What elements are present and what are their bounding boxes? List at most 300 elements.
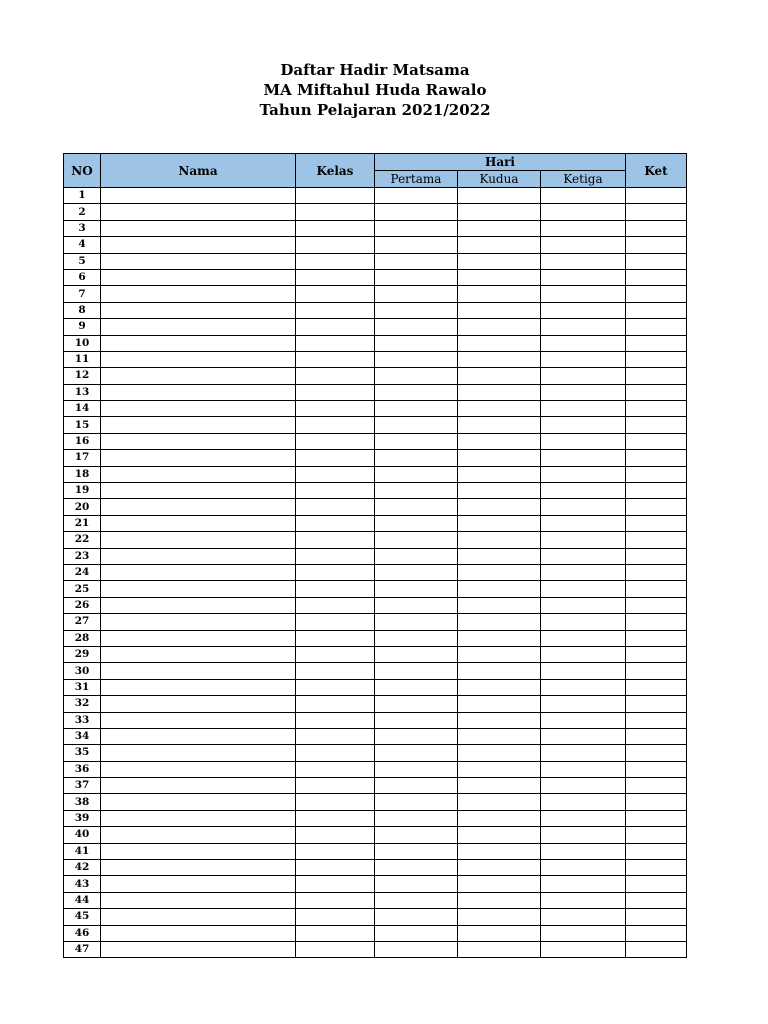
nama-cell[interactable] (101, 892, 296, 908)
ket-cell[interactable] (626, 220, 687, 236)
ketiga-cell[interactable] (541, 351, 626, 367)
ket-cell[interactable] (626, 630, 687, 646)
pertama-cell[interactable] (375, 909, 458, 925)
ket-cell[interactable] (626, 941, 687, 957)
pertama-cell[interactable] (375, 614, 458, 630)
kedua-cell[interactable] (458, 335, 541, 351)
kedua-cell[interactable] (458, 515, 541, 531)
kelas-cell[interactable] (296, 794, 375, 810)
kelas-cell[interactable] (296, 515, 375, 531)
ket-cell[interactable] (626, 827, 687, 843)
kedua-cell[interactable] (458, 269, 541, 285)
ketiga-cell[interactable] (541, 663, 626, 679)
nama-cell[interactable] (101, 466, 296, 482)
nama-cell[interactable] (101, 384, 296, 400)
ketiga-cell[interactable] (541, 204, 626, 220)
pertama-cell[interactable] (375, 384, 458, 400)
kelas-cell[interactable] (296, 810, 375, 826)
ketiga-cell[interactable] (541, 368, 626, 384)
ketiga-cell[interactable] (541, 417, 626, 433)
nama-cell[interactable] (101, 483, 296, 499)
pertama-cell[interactable] (375, 466, 458, 482)
nama-cell[interactable] (101, 237, 296, 253)
nama-cell[interactable] (101, 761, 296, 777)
ket-cell[interactable] (626, 843, 687, 859)
pertama-cell[interactable] (375, 761, 458, 777)
row-number: 43 (64, 876, 101, 892)
nama-cell[interactable] (101, 269, 296, 285)
row-number: 40 (64, 827, 101, 843)
kedua-cell[interactable] (458, 237, 541, 253)
ket-cell[interactable] (626, 319, 687, 335)
kedua-cell[interactable] (458, 778, 541, 794)
ketiga-cell[interactable] (541, 712, 626, 728)
kelas-cell[interactable] (296, 253, 375, 269)
kedua-cell[interactable] (458, 745, 541, 761)
ket-cell[interactable] (626, 384, 687, 400)
pertama-cell[interactable] (375, 778, 458, 794)
ketiga-cell[interactable] (541, 302, 626, 318)
pertama-cell[interactable] (375, 417, 458, 433)
ketiga-cell[interactable] (541, 433, 626, 449)
nama-cell[interactable] (101, 532, 296, 548)
kelas-cell[interactable] (296, 237, 375, 253)
kedua-cell[interactable] (458, 204, 541, 220)
nama-cell[interactable] (101, 876, 296, 892)
kedua-cell[interactable] (458, 827, 541, 843)
ketiga-cell[interactable] (541, 220, 626, 236)
kedua-cell[interactable] (458, 466, 541, 482)
kelas-cell[interactable] (296, 450, 375, 466)
nama-cell[interactable] (101, 909, 296, 925)
ket-cell[interactable] (626, 778, 687, 794)
ketiga-cell[interactable] (541, 597, 626, 613)
ketiga-cell[interactable] (541, 401, 626, 417)
ket-cell[interactable] (626, 794, 687, 810)
nama-cell[interactable] (101, 860, 296, 876)
kedua-cell[interactable] (458, 417, 541, 433)
kedua-cell[interactable] (458, 761, 541, 777)
nama-cell[interactable] (101, 794, 296, 810)
nama-cell[interactable] (101, 745, 296, 761)
ketiga-cell[interactable] (541, 581, 626, 597)
kelas-cell[interactable] (296, 188, 375, 204)
ket-cell[interactable] (626, 876, 687, 892)
kelas-cell[interactable] (296, 663, 375, 679)
ket-cell[interactable] (626, 581, 687, 597)
table-row (64, 728, 687, 744)
kelas-cell[interactable] (296, 319, 375, 335)
nama-cell[interactable] (101, 253, 296, 269)
kelas-cell[interactable] (296, 581, 375, 597)
kedua-cell[interactable] (458, 384, 541, 400)
ket-cell[interactable] (626, 466, 687, 482)
ket-cell[interactable] (626, 483, 687, 499)
ket-cell[interactable] (626, 810, 687, 826)
ketiga-cell[interactable] (541, 728, 626, 744)
ketiga-cell[interactable] (541, 925, 626, 941)
kelas-cell[interactable] (296, 564, 375, 580)
ket-cell[interactable] (626, 712, 687, 728)
kedua-cell[interactable] (458, 810, 541, 826)
ketiga-cell[interactable] (541, 532, 626, 548)
table-row (64, 335, 687, 351)
ketiga-cell[interactable] (541, 188, 626, 204)
pertama-cell[interactable] (375, 532, 458, 548)
pertama-cell[interactable] (375, 696, 458, 712)
pertama-cell[interactable] (375, 220, 458, 236)
table-row (64, 909, 687, 925)
kedua-cell[interactable] (458, 712, 541, 728)
pertama-cell[interactable] (375, 515, 458, 531)
pertama-cell[interactable] (375, 433, 458, 449)
pertama-cell[interactable] (375, 401, 458, 417)
ketiga-cell[interactable] (541, 466, 626, 482)
ket-cell[interactable] (626, 188, 687, 204)
kedua-cell[interactable] (458, 564, 541, 580)
nama-cell[interactable] (101, 220, 296, 236)
ketiga-cell[interactable] (541, 286, 626, 302)
row-number: 14 (64, 401, 101, 417)
ketiga-cell[interactable] (541, 941, 626, 957)
nama-cell[interactable] (101, 401, 296, 417)
kedua-cell[interactable] (458, 220, 541, 236)
nama-cell[interactable] (101, 843, 296, 859)
nama-cell[interactable] (101, 351, 296, 367)
kelas-cell[interactable] (296, 483, 375, 499)
ket-cell[interactable] (626, 351, 687, 367)
kelas-cell[interactable] (296, 646, 375, 662)
kelas-cell[interactable] (296, 843, 375, 859)
ketiga-cell[interactable] (541, 778, 626, 794)
kelas-cell[interactable] (296, 728, 375, 744)
kelas-cell[interactable] (296, 630, 375, 646)
nama-cell[interactable] (101, 630, 296, 646)
kelas-cell[interactable] (296, 417, 375, 433)
pertama-cell[interactable] (375, 810, 458, 826)
ket-cell[interactable] (626, 663, 687, 679)
pertama-cell[interactable] (375, 269, 458, 285)
kelas-cell[interactable] (296, 220, 375, 236)
nama-cell[interactable] (101, 712, 296, 728)
kelas-cell[interactable] (296, 860, 375, 876)
pertama-cell[interactable] (375, 630, 458, 646)
kelas-cell[interactable] (296, 548, 375, 564)
kelas-cell[interactable] (296, 499, 375, 515)
kedua-cell[interactable] (458, 614, 541, 630)
kelas-cell[interactable] (296, 761, 375, 777)
kedua-cell[interactable] (458, 909, 541, 925)
kelas-cell[interactable] (296, 778, 375, 794)
pertama-cell[interactable] (375, 351, 458, 367)
kelas-cell[interactable] (296, 269, 375, 285)
ket-cell[interactable] (626, 499, 687, 515)
kedua-cell[interactable] (458, 794, 541, 810)
pertama-cell[interactable] (375, 745, 458, 761)
ketiga-cell[interactable] (541, 614, 626, 630)
ket-cell[interactable] (626, 745, 687, 761)
ket-cell[interactable] (626, 417, 687, 433)
nama-cell[interactable] (101, 302, 296, 318)
kelas-cell[interactable] (296, 745, 375, 761)
kedua-cell[interactable] (458, 253, 541, 269)
pertama-cell[interactable] (375, 597, 458, 613)
ket-cell[interactable] (626, 401, 687, 417)
kedua-cell[interactable] (458, 302, 541, 318)
kelas-cell[interactable] (296, 302, 375, 318)
table-row (64, 663, 687, 679)
nama-cell[interactable] (101, 204, 296, 220)
kedua-cell[interactable] (458, 548, 541, 564)
kelas-cell[interactable] (296, 679, 375, 695)
pertama-cell[interactable] (375, 450, 458, 466)
nama-cell[interactable] (101, 188, 296, 204)
row-number: 41 (64, 843, 101, 859)
kelas-cell[interactable] (296, 876, 375, 892)
kelas-cell[interactable] (296, 696, 375, 712)
pertama-cell[interactable] (375, 646, 458, 662)
ket-cell[interactable] (626, 286, 687, 302)
row-number: 31 (64, 679, 101, 695)
ketiga-cell[interactable] (541, 564, 626, 580)
ketiga-cell[interactable] (541, 696, 626, 712)
kedua-cell[interactable] (458, 876, 541, 892)
pertama-cell[interactable] (375, 941, 458, 957)
ket-cell[interactable] (626, 450, 687, 466)
ketiga-cell[interactable] (541, 548, 626, 564)
kelas-cell[interactable] (296, 532, 375, 548)
ket-cell[interactable] (626, 892, 687, 908)
kedua-cell[interactable] (458, 597, 541, 613)
ketiga-cell[interactable] (541, 679, 626, 695)
ketiga-cell[interactable] (541, 515, 626, 531)
ketiga-cell[interactable] (541, 860, 626, 876)
nama-cell[interactable] (101, 941, 296, 957)
nama-cell[interactable] (101, 515, 296, 531)
pertama-cell[interactable] (375, 728, 458, 744)
ketiga-cell[interactable] (541, 253, 626, 269)
ketiga-cell[interactable] (541, 794, 626, 810)
pertama-cell[interactable] (375, 319, 458, 335)
pertama-cell[interactable] (375, 679, 458, 695)
ketiga-cell[interactable] (541, 827, 626, 843)
ket-cell[interactable] (626, 860, 687, 876)
ket-cell[interactable] (626, 253, 687, 269)
row-number: 4 (64, 237, 101, 253)
pertama-cell[interactable] (375, 663, 458, 679)
pertama-cell[interactable] (375, 286, 458, 302)
kedua-cell[interactable] (458, 450, 541, 466)
ketiga-cell[interactable] (541, 810, 626, 826)
kedua-cell[interactable] (458, 351, 541, 367)
ket-cell[interactable] (626, 679, 687, 695)
kelas-cell[interactable] (296, 384, 375, 400)
ketiga-cell[interactable] (541, 876, 626, 892)
ket-cell[interactable] (626, 728, 687, 744)
ketiga-cell[interactable] (541, 745, 626, 761)
pertama-cell[interactable] (375, 892, 458, 908)
table-row (64, 892, 687, 908)
ketiga-cell[interactable] (541, 843, 626, 859)
pertama-cell[interactable] (375, 204, 458, 220)
kedua-cell[interactable] (458, 433, 541, 449)
pertama-cell[interactable] (375, 876, 458, 892)
nama-cell[interactable] (101, 597, 296, 613)
row-number: 24 (64, 564, 101, 580)
row-number: 19 (64, 483, 101, 499)
kedua-cell[interactable] (458, 860, 541, 876)
kelas-cell[interactable] (296, 597, 375, 613)
pertama-cell[interactable] (375, 548, 458, 564)
nama-cell[interactable] (101, 778, 296, 794)
nama-cell[interactable] (101, 450, 296, 466)
ket-cell[interactable] (626, 335, 687, 351)
ket-cell[interactable] (626, 204, 687, 220)
nama-cell[interactable] (101, 417, 296, 433)
ket-cell[interactable] (626, 614, 687, 630)
ketiga-cell[interactable] (541, 237, 626, 253)
kelas-cell[interactable] (296, 433, 375, 449)
pertama-cell[interactable] (375, 302, 458, 318)
nama-cell[interactable] (101, 286, 296, 302)
pertama-cell[interactable] (375, 712, 458, 728)
ketiga-cell[interactable] (541, 499, 626, 515)
ket-cell[interactable] (626, 269, 687, 285)
nama-cell[interactable] (101, 925, 296, 941)
pertama-cell[interactable] (375, 794, 458, 810)
kelas-cell[interactable] (296, 827, 375, 843)
pertama-cell[interactable] (375, 483, 458, 499)
kelas-cell[interactable] (296, 351, 375, 367)
row-number: 11 (64, 351, 101, 367)
pertama-cell[interactable] (375, 237, 458, 253)
kelas-cell[interactable] (296, 909, 375, 925)
pertama-cell[interactable] (375, 188, 458, 204)
kedua-cell[interactable] (458, 663, 541, 679)
ket-cell[interactable] (626, 597, 687, 613)
ketiga-cell[interactable] (541, 335, 626, 351)
pertama-cell[interactable] (375, 499, 458, 515)
nama-cell[interactable] (101, 335, 296, 351)
ket-cell[interactable] (626, 909, 687, 925)
ket-cell[interactable] (626, 646, 687, 662)
kedua-cell[interactable] (458, 646, 541, 662)
kedua-cell[interactable] (458, 499, 541, 515)
ketiga-cell[interactable] (541, 909, 626, 925)
ketiga-cell[interactable] (541, 892, 626, 908)
kelas-cell[interactable] (296, 401, 375, 417)
pertama-cell[interactable] (375, 253, 458, 269)
ketiga-cell[interactable] (541, 630, 626, 646)
ket-cell[interactable] (626, 696, 687, 712)
kelas-cell[interactable] (296, 925, 375, 941)
nama-cell[interactable] (101, 368, 296, 384)
nama-cell[interactable] (101, 319, 296, 335)
kedua-cell[interactable] (458, 679, 541, 695)
pertama-cell[interactable] (375, 335, 458, 351)
table-row (64, 794, 687, 810)
ket-cell[interactable] (626, 532, 687, 548)
pertama-cell[interactable] (375, 368, 458, 384)
ket-cell[interactable] (626, 761, 687, 777)
ketiga-cell[interactable] (541, 646, 626, 662)
kedua-cell[interactable] (458, 630, 541, 646)
ketiga-cell[interactable] (541, 483, 626, 499)
kelas-cell[interactable] (296, 941, 375, 957)
kedua-cell[interactable] (458, 483, 541, 499)
nama-cell[interactable] (101, 581, 296, 597)
nama-cell[interactable] (101, 696, 296, 712)
ket-cell[interactable] (626, 564, 687, 580)
ket-cell[interactable] (626, 368, 687, 384)
ketiga-cell[interactable] (541, 269, 626, 285)
ket-cell[interactable] (626, 515, 687, 531)
kelas-cell[interactable] (296, 286, 375, 302)
ket-cell[interactable] (626, 302, 687, 318)
nama-cell[interactable] (101, 433, 296, 449)
kedua-cell[interactable] (458, 188, 541, 204)
kelas-cell[interactable] (296, 204, 375, 220)
ket-cell[interactable] (626, 925, 687, 941)
ket-cell[interactable] (626, 548, 687, 564)
nama-cell[interactable] (101, 499, 296, 515)
nama-cell[interactable] (101, 663, 296, 679)
ket-cell[interactable] (626, 237, 687, 253)
kelas-cell[interactable] (296, 466, 375, 482)
pertama-cell[interactable] (375, 564, 458, 580)
nama-cell[interactable] (101, 679, 296, 695)
ket-cell[interactable] (626, 433, 687, 449)
kedua-cell[interactable] (458, 286, 541, 302)
nama-cell[interactable] (101, 548, 296, 564)
nama-cell[interactable] (101, 614, 296, 630)
kedua-cell[interactable] (458, 843, 541, 859)
kedua-cell[interactable] (458, 941, 541, 957)
kedua-cell[interactable] (458, 892, 541, 908)
kelas-cell[interactable] (296, 335, 375, 351)
pertama-cell[interactable] (375, 843, 458, 859)
kelas-cell[interactable] (296, 368, 375, 384)
pertama-cell[interactable] (375, 827, 458, 843)
table-row (64, 515, 687, 531)
nama-cell[interactable] (101, 728, 296, 744)
pertama-cell[interactable] (375, 581, 458, 597)
kelas-cell[interactable] (296, 892, 375, 908)
ketiga-cell[interactable] (541, 319, 626, 335)
kelas-cell[interactable] (296, 712, 375, 728)
nama-cell[interactable] (101, 564, 296, 580)
kedua-cell[interactable] (458, 401, 541, 417)
nama-cell[interactable] (101, 827, 296, 843)
nama-cell[interactable] (101, 810, 296, 826)
kedua-cell[interactable] (458, 319, 541, 335)
pertama-cell[interactable] (375, 860, 458, 876)
ketiga-cell[interactable] (541, 450, 626, 466)
title-line-1: Daftar Hadir Matsama (280, 61, 470, 79)
kedua-cell[interactable] (458, 696, 541, 712)
ketiga-cell[interactable] (541, 761, 626, 777)
kedua-cell[interactable] (458, 581, 541, 597)
pertama-cell[interactable] (375, 925, 458, 941)
kedua-cell[interactable] (458, 368, 541, 384)
kelas-cell[interactable] (296, 614, 375, 630)
kedua-cell[interactable] (458, 925, 541, 941)
kedua-cell[interactable] (458, 728, 541, 744)
nama-cell[interactable] (101, 646, 296, 662)
ketiga-cell[interactable] (541, 384, 626, 400)
kedua-cell[interactable] (458, 532, 541, 548)
attendance-table (63, 153, 687, 958)
